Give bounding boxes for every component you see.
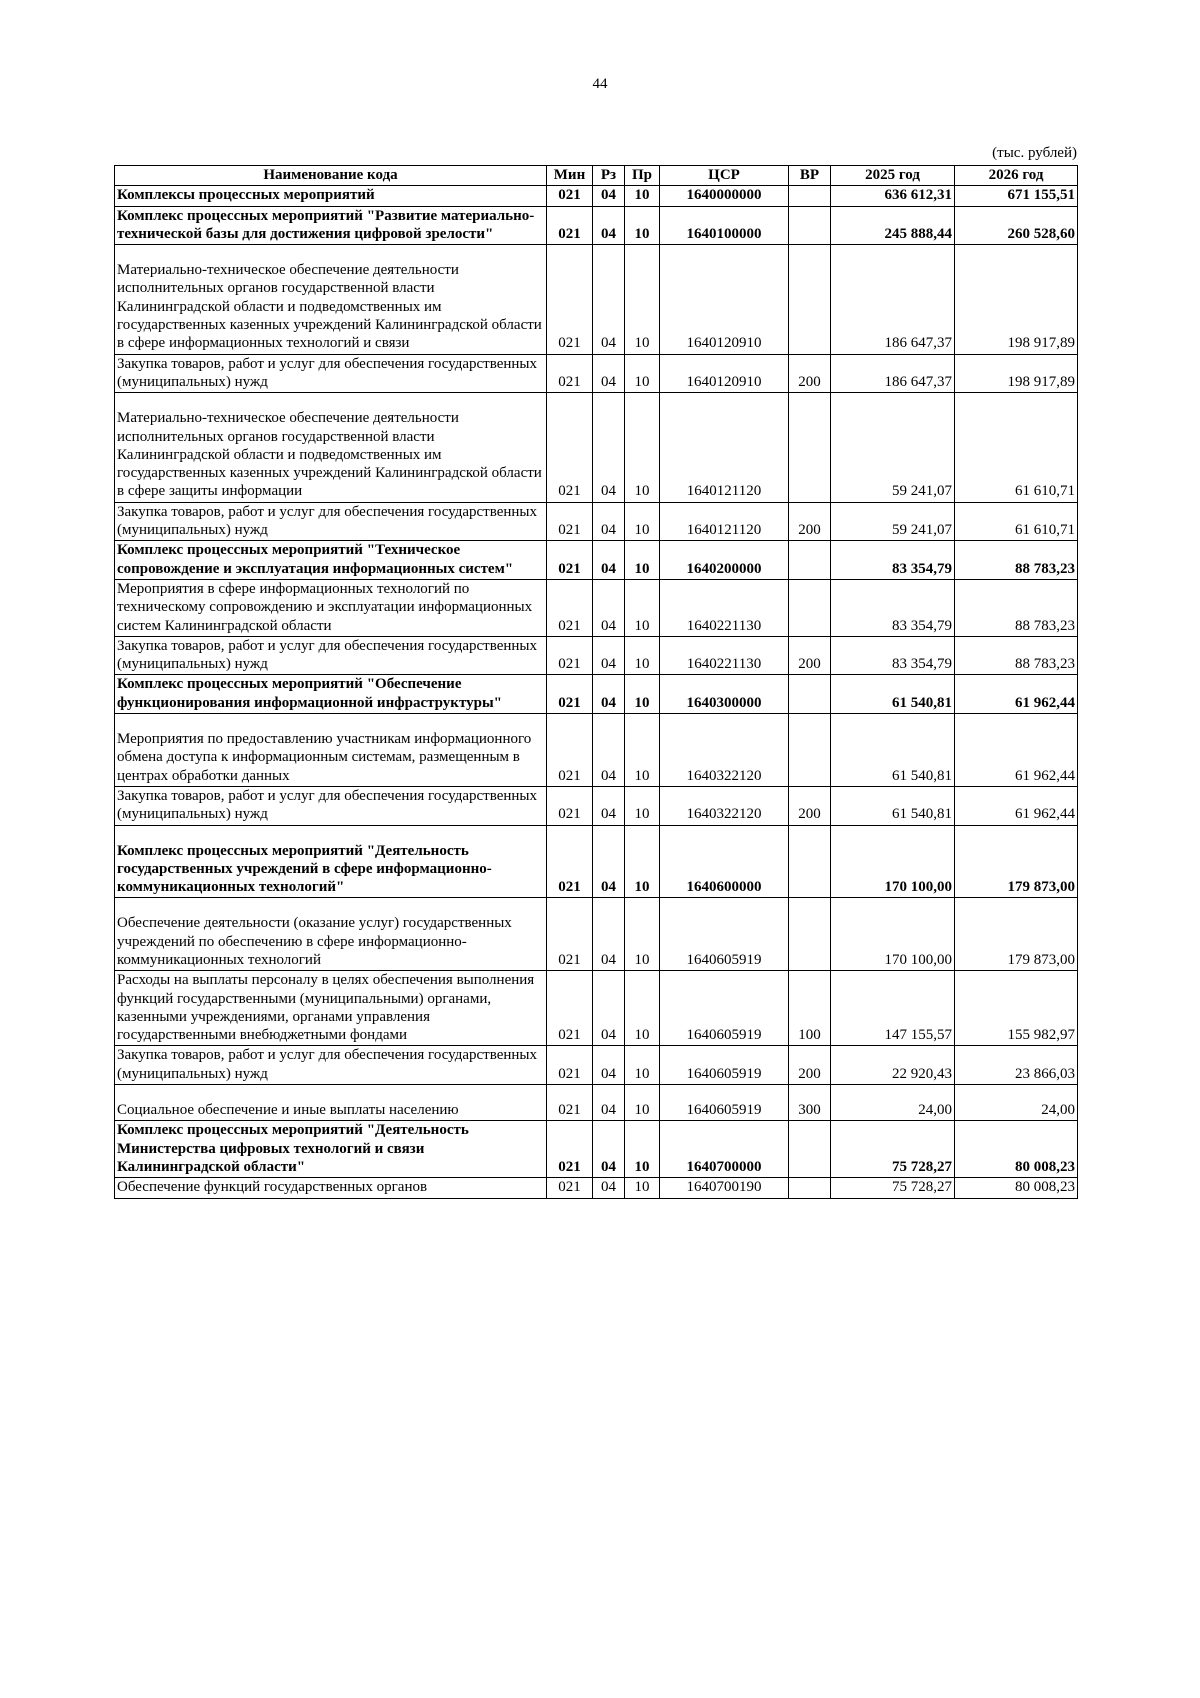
cell-vr bbox=[789, 1121, 831, 1178]
cell-pr: 10 bbox=[625, 825, 660, 898]
cell-min: 021 bbox=[547, 971, 593, 1046]
cell-vr bbox=[789, 245, 831, 354]
cell-vr bbox=[789, 825, 831, 898]
table-row bbox=[115, 1178, 1078, 1198]
cell-vr bbox=[789, 579, 831, 636]
cell-2025: 636 612,31 bbox=[831, 186, 955, 206]
cell-pr: 10 bbox=[625, 393, 660, 502]
cell-2025: 61 540,81 bbox=[831, 675, 955, 714]
table-row bbox=[115, 786, 1078, 825]
units-caption: (тыс. рублей) bbox=[992, 145, 1077, 161]
cell-2026: 155 982,97 bbox=[955, 971, 1078, 1046]
column-header-name: Наименование кода bbox=[115, 166, 547, 186]
cell-pr: 10 bbox=[625, 1085, 660, 1121]
cell-pr: 10 bbox=[625, 636, 660, 675]
cell-rz: 04 bbox=[593, 714, 625, 787]
column-header-2026: 2026 год bbox=[955, 166, 1078, 186]
cell-rz: 04 bbox=[593, 675, 625, 714]
cell-name: Закупка товаров, работ и услуг для обеспечения государственных (муниципальных) нужд bbox=[115, 354, 547, 393]
cell-name: Комплекс процессных мероприятий "Деятельность Министерства цифровых технологий и связи Калининградской области" bbox=[115, 1121, 547, 1178]
cell-name: Комплекс процессных мероприятий "Обеспечение функционирования информационной инфраструктуры" bbox=[115, 675, 547, 714]
cell-2025: 22 920,43 bbox=[831, 1046, 955, 1085]
cell-vr bbox=[789, 714, 831, 787]
cell-rz: 04 bbox=[593, 971, 625, 1046]
cell-2026: 24,00 bbox=[955, 1085, 1078, 1121]
cell-min: 021 bbox=[547, 786, 593, 825]
cell-min: 021 bbox=[547, 1085, 593, 1121]
cell-vr: 100 bbox=[789, 971, 831, 1046]
cell-rz: 04 bbox=[593, 206, 625, 245]
column-header-csr: ЦСР bbox=[660, 166, 789, 186]
cell-rz: 04 bbox=[593, 579, 625, 636]
cell-2026: 179 873,00 bbox=[955, 898, 1078, 971]
cell-vr: 200 bbox=[789, 786, 831, 825]
cell-csr: 1640605919 bbox=[660, 1046, 789, 1085]
cell-pr: 10 bbox=[625, 502, 660, 541]
cell-name: Комплекс процессных мероприятий "Развитие материально-технической базы для достижения цифровой зрелости" bbox=[115, 206, 547, 245]
cell-csr: 1640121120 bbox=[660, 502, 789, 541]
cell-vr bbox=[789, 393, 831, 502]
cell-csr: 1640121120 bbox=[660, 393, 789, 502]
cell-csr: 1640120910 bbox=[660, 245, 789, 354]
cell-csr: 1640322120 bbox=[660, 714, 789, 787]
cell-rz: 04 bbox=[593, 502, 625, 541]
cell-vr: 200 bbox=[789, 502, 831, 541]
cell-rz: 04 bbox=[593, 825, 625, 898]
budget-table bbox=[114, 165, 1078, 1199]
cell-name: Комплекс процессных мероприятий "Техническое сопровождение и эксплуатация информационных систем" bbox=[115, 541, 547, 580]
cell-name: Комплекс процессных мероприятий "Деятельность государственных учреждений в сфере информационно-коммуникационных технологий" bbox=[115, 825, 547, 898]
table-row bbox=[115, 636, 1078, 675]
cell-rz: 04 bbox=[593, 1121, 625, 1178]
cell-min: 021 bbox=[547, 541, 593, 580]
page-number: 44 bbox=[592, 76, 608, 92]
cell-pr: 10 bbox=[625, 898, 660, 971]
cell-rz: 04 bbox=[593, 354, 625, 393]
cell-name: Закупка товаров, работ и услуг для обеспечения государственных (муниципальных) нужд bbox=[115, 636, 547, 675]
cell-rz: 04 bbox=[593, 245, 625, 354]
cell-min: 021 bbox=[547, 502, 593, 541]
cell-2026: 80 008,23 bbox=[955, 1178, 1078, 1198]
cell-name: Материально-техническое обеспечение деятельности исполнительных органов государственной власти Калининградской области и подведомственных им государственных казенных учреждений Калининградской области в сфере защиты информации bbox=[115, 393, 547, 502]
cell-pr: 10 bbox=[625, 354, 660, 393]
cell-csr: 1640000000 bbox=[660, 186, 789, 206]
cell-2026: 88 783,23 bbox=[955, 541, 1078, 580]
cell-rz: 04 bbox=[593, 541, 625, 580]
cell-name: Закупка товаров, работ и услуг для обеспечения государственных (муниципальных) нужд bbox=[115, 502, 547, 541]
table-row bbox=[115, 206, 1078, 245]
cell-pr: 10 bbox=[625, 1046, 660, 1085]
cell-2025: 61 540,81 bbox=[831, 714, 955, 787]
table-row bbox=[115, 1046, 1078, 1085]
cell-pr: 10 bbox=[625, 971, 660, 1046]
cell-2026: 61 610,71 bbox=[955, 393, 1078, 502]
cell-name: Закупка товаров, работ и услуг для обеспечения государственных (муниципальных) нужд bbox=[115, 786, 547, 825]
cell-csr: 1640605919 bbox=[660, 1085, 789, 1121]
cell-rz: 04 bbox=[593, 898, 625, 971]
table-row bbox=[115, 898, 1078, 971]
cell-2025: 147 155,57 bbox=[831, 971, 955, 1046]
cell-2025: 186 647,37 bbox=[831, 354, 955, 393]
cell-2025: 83 354,79 bbox=[831, 579, 955, 636]
column-header-rz: Рз bbox=[593, 166, 625, 186]
cell-pr: 10 bbox=[625, 579, 660, 636]
cell-2025: 59 241,07 bbox=[831, 502, 955, 541]
cell-min: 021 bbox=[547, 825, 593, 898]
cell-name: Мероприятия в сфере информационных технологий по техническому сопровождению и эксплуатации информационных систем Калининградской области bbox=[115, 579, 547, 636]
cell-csr: 1640120910 bbox=[660, 354, 789, 393]
cell-2026: 80 008,23 bbox=[955, 1121, 1078, 1178]
cell-vr bbox=[789, 541, 831, 580]
cell-csr: 1640700190 bbox=[660, 1178, 789, 1198]
cell-min: 021 bbox=[547, 714, 593, 787]
cell-2026: 671 155,51 bbox=[955, 186, 1078, 206]
cell-pr: 10 bbox=[625, 786, 660, 825]
cell-rz: 04 bbox=[593, 186, 625, 206]
cell-csr: 1640100000 bbox=[660, 206, 789, 245]
cell-2025: 186 647,37 bbox=[831, 245, 955, 354]
cell-min: 021 bbox=[547, 675, 593, 714]
header-row bbox=[115, 166, 1078, 186]
cell-vr bbox=[789, 206, 831, 245]
cell-min: 021 bbox=[547, 186, 593, 206]
cell-2026: 61 962,44 bbox=[955, 786, 1078, 825]
cell-csr: 1640300000 bbox=[660, 675, 789, 714]
cell-rz: 04 bbox=[593, 636, 625, 675]
cell-rz: 04 bbox=[593, 1046, 625, 1085]
cell-2025: 61 540,81 bbox=[831, 786, 955, 825]
column-header-2025: 2025 год bbox=[831, 166, 955, 186]
cell-vr bbox=[789, 898, 831, 971]
cell-2025: 59 241,07 bbox=[831, 393, 955, 502]
cell-pr: 10 bbox=[625, 245, 660, 354]
cell-2025: 75 728,27 bbox=[831, 1178, 955, 1198]
cell-2026: 260 528,60 bbox=[955, 206, 1078, 245]
table-row bbox=[115, 541, 1078, 580]
cell-2026: 88 783,23 bbox=[955, 636, 1078, 675]
cell-min: 021 bbox=[547, 636, 593, 675]
cell-vr: 200 bbox=[789, 354, 831, 393]
cell-csr: 1640700000 bbox=[660, 1121, 789, 1178]
table-row bbox=[115, 971, 1078, 1046]
cell-name: Материально-техническое обеспечение деятельности исполнительных органов государственной власти Калининградской области и подведомственных им государственных казенных учреждений Калининградской области в сфере информационных технологий и связи bbox=[115, 245, 547, 354]
cell-pr: 10 bbox=[625, 206, 660, 245]
cell-name: Комплексы процессных мероприятий bbox=[115, 186, 547, 206]
cell-2025: 24,00 bbox=[831, 1085, 955, 1121]
cell-rz: 04 bbox=[593, 786, 625, 825]
cell-min: 021 bbox=[547, 354, 593, 393]
cell-2025: 83 354,79 bbox=[831, 636, 955, 675]
cell-pr: 10 bbox=[625, 714, 660, 787]
cell-2026: 198 917,89 bbox=[955, 245, 1078, 354]
cell-2026: 61 962,44 bbox=[955, 714, 1078, 787]
cell-csr: 1640221130 bbox=[660, 636, 789, 675]
column-header-min: Мин bbox=[547, 166, 593, 186]
cell-name: Расходы на выплаты персоналу в целях обеспечения выполнения функций государственными (муниципальными) органами, казенными учреждениями, органами управления государственными внебюджетными фондами bbox=[115, 971, 547, 1046]
cell-csr: 1640605919 bbox=[660, 898, 789, 971]
cell-min: 021 bbox=[547, 1121, 593, 1178]
table-row bbox=[115, 502, 1078, 541]
cell-min: 021 bbox=[547, 393, 593, 502]
cell-2026: 61 610,71 bbox=[955, 502, 1078, 541]
cell-csr: 1640600000 bbox=[660, 825, 789, 898]
cell-2026: 88 783,23 bbox=[955, 579, 1078, 636]
cell-rz: 04 bbox=[593, 1178, 625, 1198]
table-row bbox=[115, 579, 1078, 636]
cell-rz: 04 bbox=[593, 1085, 625, 1121]
cell-csr: 1640605919 bbox=[660, 971, 789, 1046]
cell-min: 021 bbox=[547, 579, 593, 636]
cell-2026: 198 917,89 bbox=[955, 354, 1078, 393]
cell-pr: 10 bbox=[625, 1121, 660, 1178]
cell-2025: 170 100,00 bbox=[831, 898, 955, 971]
table-row bbox=[115, 354, 1078, 393]
table-row bbox=[115, 1121, 1078, 1178]
table-row bbox=[115, 245, 1078, 354]
cell-2026: 179 873,00 bbox=[955, 825, 1078, 898]
table-row bbox=[115, 1085, 1078, 1121]
table-row bbox=[115, 675, 1078, 714]
cell-vr bbox=[789, 675, 831, 714]
table-body bbox=[115, 186, 1078, 1198]
cell-name: Социальное обеспечение и иные выплаты населению bbox=[115, 1085, 547, 1121]
cell-2026: 23 866,03 bbox=[955, 1046, 1078, 1085]
cell-2026: 61 962,44 bbox=[955, 675, 1078, 714]
cell-min: 021 bbox=[547, 1178, 593, 1198]
cell-vr bbox=[789, 186, 831, 206]
cell-vr bbox=[789, 1178, 831, 1198]
cell-name: Обеспечение функций государственных органов bbox=[115, 1178, 547, 1198]
cell-min: 021 bbox=[547, 1046, 593, 1085]
cell-name: Обеспечение деятельности (оказание услуг) государственных учреждений по обеспечению в сфере информационно-коммуникационных технологий bbox=[115, 898, 547, 971]
cell-2025: 83 354,79 bbox=[831, 541, 955, 580]
cell-pr: 10 bbox=[625, 675, 660, 714]
cell-pr: 10 bbox=[625, 541, 660, 580]
cell-vr: 300 bbox=[789, 1085, 831, 1121]
column-header-pr: Пр bbox=[625, 166, 660, 186]
table-row bbox=[115, 186, 1078, 206]
column-header-vr: ВР bbox=[789, 166, 831, 186]
table-row bbox=[115, 714, 1078, 787]
cell-min: 021 bbox=[547, 898, 593, 971]
cell-vr: 200 bbox=[789, 636, 831, 675]
cell-pr: 10 bbox=[625, 1178, 660, 1198]
cell-2025: 75 728,27 bbox=[831, 1121, 955, 1178]
cell-vr: 200 bbox=[789, 1046, 831, 1085]
table-row bbox=[115, 825, 1078, 898]
cell-min: 021 bbox=[547, 206, 593, 245]
cell-2025: 245 888,44 bbox=[831, 206, 955, 245]
cell-csr: 1640200000 bbox=[660, 541, 789, 580]
cell-csr: 1640221130 bbox=[660, 579, 789, 636]
cell-pr: 10 bbox=[625, 186, 660, 206]
cell-min: 021 bbox=[547, 245, 593, 354]
cell-2025: 170 100,00 bbox=[831, 825, 955, 898]
cell-rz: 04 bbox=[593, 393, 625, 502]
cell-name: Закупка товаров, работ и услуг для обеспечения государственных (муниципальных) нужд bbox=[115, 1046, 547, 1085]
cell-csr: 1640322120 bbox=[660, 786, 789, 825]
cell-name: Мероприятия по предоставлению участникам информационного обмена доступа к информационным системам, размещенным в центрах обработки данных bbox=[115, 714, 547, 787]
table-row bbox=[115, 393, 1078, 502]
